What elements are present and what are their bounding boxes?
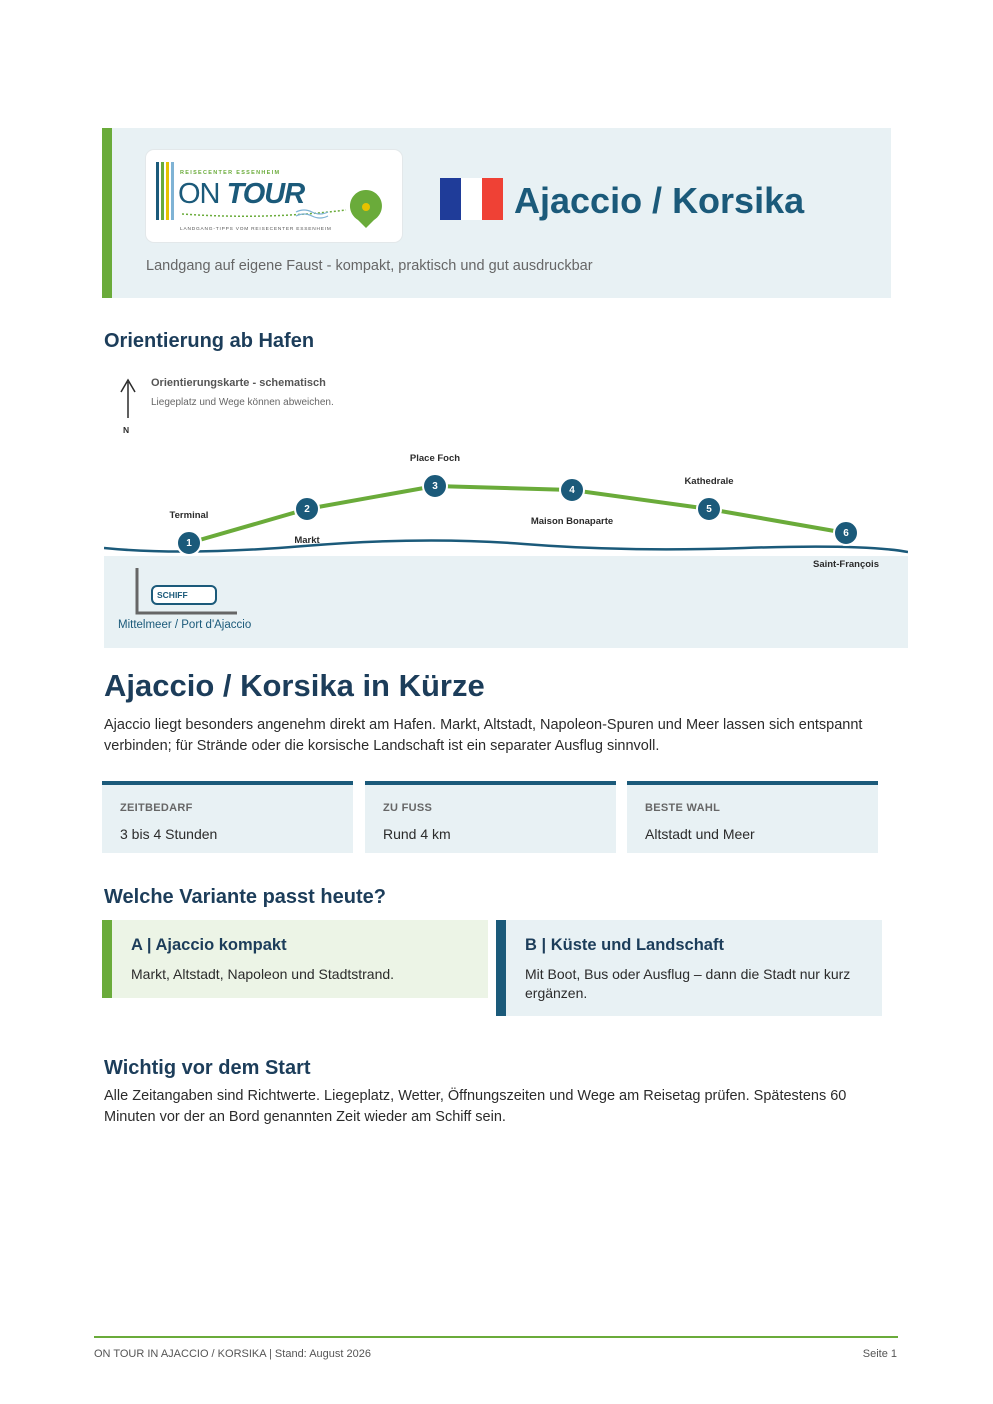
map-graphic <box>104 370 908 650</box>
orientation-heading: Orientierung ab Hafen <box>104 330 315 352</box>
summary-heading: Ajaccio / Korsika in Kürze <box>104 668 485 703</box>
header-banner <box>102 128 891 298</box>
summary-text: Ajaccio liegt besonders angenehm direkt am Hafen. Markt, Altstadt, Napoleon-Spuren und Meer lassen sich entspannt verbinden; für Strände oder die korsische Landschaft ist ein separater Ausflug sinnvoll. <box>104 717 863 754</box>
orientation-map <box>104 370 908 650</box>
variants-heading: Welche Variante passt heute? <box>104 886 386 908</box>
variant-card-b <box>496 920 882 1016</box>
footer-divider <box>94 1336 898 1338</box>
fact-label: ZEITBEDARF <box>120 802 193 814</box>
fact-label: ZU FUSS <box>383 802 433 814</box>
stop-marker-2: 2 <box>294 496 320 522</box>
fact-card-walking <box>365 781 616 853</box>
north-label: N <box>123 425 130 435</box>
sea-area <box>104 556 908 648</box>
stop-marker-1: 1 <box>176 530 202 556</box>
brand-logo <box>146 150 402 242</box>
variant-text: Mit Boot, Bus oder Ausflug – dann die Stadt nur kurz ergänzen. <box>525 966 851 1001</box>
sea-label: Mittelmeer / Port d'Ajaccio <box>118 619 252 631</box>
map-title: Orientierungskarte - schematisch <box>151 377 326 389</box>
map-subtitle: Liegeplatz und Wege können abweichen. <box>151 397 334 408</box>
stop-marker-5: 5 <box>696 496 722 522</box>
footer-text: ON TOUR IN AJACCIO / KORSIKA | Stand: August 2026 <box>94 1348 371 1360</box>
fact-value: Rund 4 km <box>383 826 451 842</box>
variant-title: A | Ajaccio kompakt <box>131 936 287 954</box>
stop-marker-3: 3 <box>422 473 448 499</box>
important-text: Alle Zeitangaben sind Richtwerte. Liegeplatz, Wetter, Öffnungszeiten und Wege am Reisetag prüfen. Spätestens 60 Minuten vor der an Bord genannten Zeit wieder am Schiff sein. <box>104 1088 847 1125</box>
stop-label-terminal: Terminal <box>169 510 209 521</box>
variant-title: B | Küste und Landschaft <box>525 936 724 954</box>
stop-marker-6: 6 <box>833 520 859 546</box>
coastline <box>104 540 908 552</box>
variant-text: Markt, Altstadt, Napoleon und Stadtstrand. <box>131 966 395 982</box>
route-line <box>189 486 846 543</box>
page-subtitle: Landgang auf eigene Faust - kompakt, praktisch und gut ausdruckbar <box>146 258 593 274</box>
fact-value: Altstadt und Meer <box>645 826 755 842</box>
logo-word-tour: TOUR <box>226 178 305 210</box>
stop-label-kathedrale: Kathedrale <box>684 476 734 487</box>
stop-label-saint-francois: Saint-François <box>813 559 879 570</box>
fact-label: BESTE WAHL <box>645 802 721 814</box>
fact-value: 3 bis 4 Stunden <box>120 826 218 842</box>
logo-small-text: REISECENTER ESSENHEIM <box>180 170 281 176</box>
fact-card-time <box>102 781 353 853</box>
ship-marker: SCHIFF <box>151 585 217 605</box>
important-heading: Wichtig vor dem Start <box>104 1057 311 1079</box>
stop-label-markt: Markt <box>294 535 320 546</box>
page-title: Ajaccio / Korsika <box>514 180 805 221</box>
logo-word-on: ON <box>178 178 220 210</box>
stop-label-place-foch: Place Foch <box>409 453 461 464</box>
logo-tagline: LANDGANG-TIPPS VOM REISECENTER ESSENHEIM <box>180 227 332 232</box>
stop-marker-4: 4 <box>559 477 585 503</box>
page-number: Seite 1 <box>862 1348 897 1360</box>
france-flag-icon <box>440 178 503 220</box>
variant-card-a <box>102 920 488 998</box>
stop-label-maison-bonaparte: Maison Bonaparte <box>530 516 614 527</box>
fact-card-best-choice <box>627 781 878 853</box>
